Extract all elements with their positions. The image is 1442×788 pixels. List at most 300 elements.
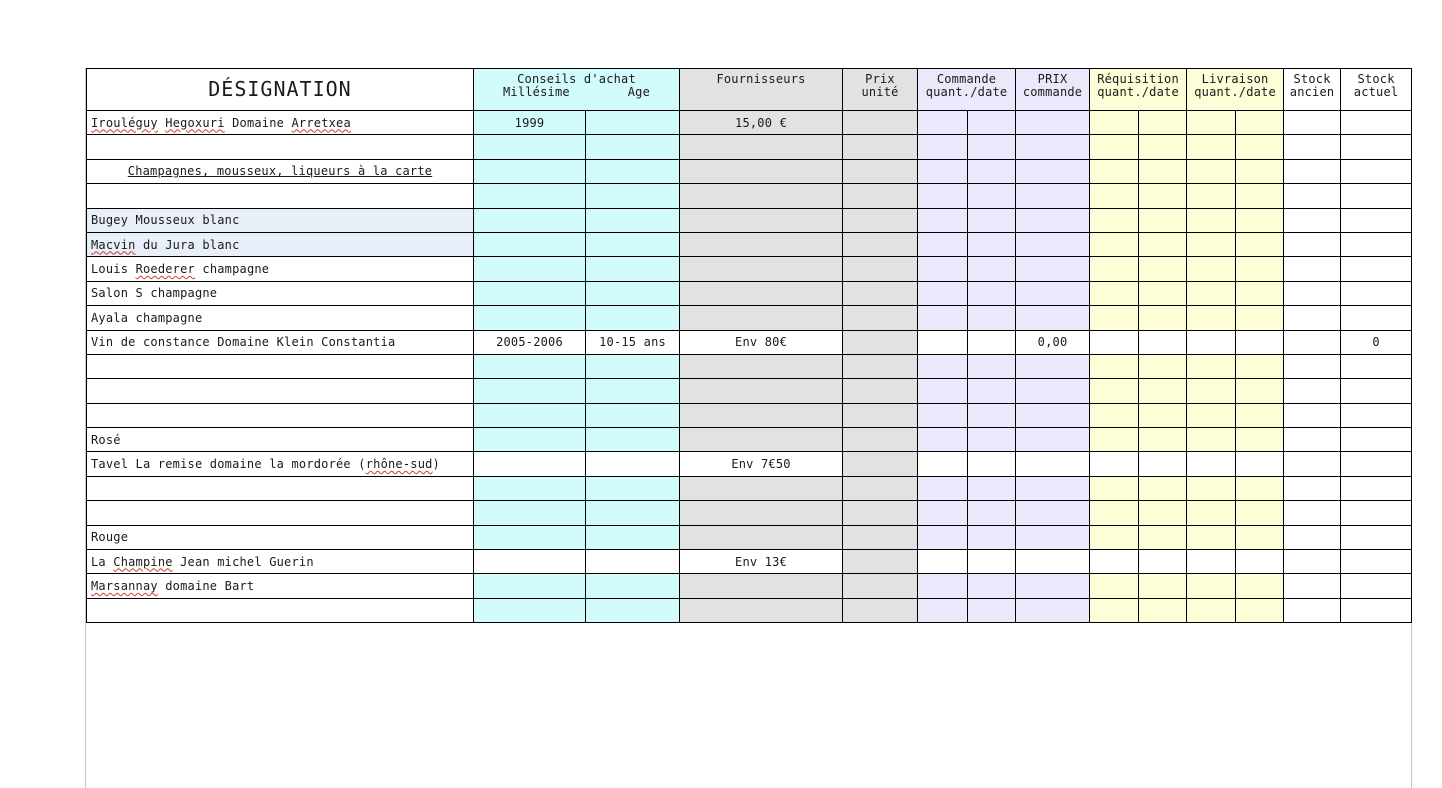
cell-fournisseur[interactable] — [680, 525, 843, 549]
cell-requisition-quant[interactable] — [1090, 428, 1139, 452]
cell-stock-ancien[interactable] — [1284, 501, 1341, 525]
cell-fournisseur[interactable] — [680, 354, 843, 378]
cell-prix-commande[interactable] — [1016, 135, 1090, 159]
cell-fournisseur[interactable] — [680, 257, 843, 281]
cell-prix-unite[interactable] — [843, 257, 918, 281]
cell-designation[interactable] — [87, 550, 474, 574]
cell-requisition-quant[interactable] — [1090, 574, 1139, 598]
cell-fournisseur[interactable] — [680, 428, 843, 452]
designation-text: Jean michel Guerin — [172, 554, 314, 569]
cell-livraison-quant[interactable] — [1187, 111, 1236, 135]
cell-requisition-quant[interactable] — [1090, 598, 1139, 622]
header-commande-line1: Commande — [936, 72, 997, 86]
cell-stock-ancien[interactable] — [1284, 354, 1341, 378]
cell-stock-ancien[interactable] — [1284, 379, 1341, 403]
cell-livraison-quant[interactable] — [1187, 306, 1236, 330]
cell-prix-unite[interactable] — [843, 281, 918, 305]
cell-millesime[interactable] — [474, 476, 586, 500]
cell-stock-ancien[interactable] — [1284, 257, 1341, 281]
cell-age[interactable] — [586, 476, 680, 500]
cell-requisition-quant[interactable] — [1090, 306, 1139, 330]
cell-commande-quant[interactable] — [918, 379, 968, 403]
cell-livraison-quant[interactable] — [1187, 159, 1236, 183]
cell-prix-unite[interactable] — [843, 232, 918, 256]
cell-fournisseur[interactable] — [680, 159, 843, 183]
cell-commande-quant[interactable] — [918, 159, 968, 183]
cell-fournisseur[interactable]: Env 13€ — [680, 550, 843, 574]
cell-livraison-quant[interactable] — [1187, 501, 1236, 525]
cell-requisition-date[interactable] — [1139, 354, 1187, 378]
cell-prix-unite[interactable] — [843, 208, 918, 232]
cell-age[interactable] — [586, 208, 680, 232]
cell-stock-actuel[interactable] — [1341, 111, 1412, 135]
cell-commande-quant[interactable] — [918, 428, 968, 452]
cell-stock-ancien[interactable] — [1284, 525, 1341, 549]
cell-designation[interactable] — [87, 135, 474, 159]
cell-requisition-quant[interactable] — [1090, 184, 1139, 208]
cell-fournisseur[interactable] — [680, 379, 843, 403]
cell-prix-commande[interactable] — [1016, 184, 1090, 208]
cell-livraison-date[interactable] — [1236, 135, 1284, 159]
cell-millesime[interactable] — [474, 574, 586, 598]
cell-prix-unite[interactable] — [843, 428, 918, 452]
cell-age[interactable] — [586, 111, 680, 135]
cell-designation[interactable] — [87, 452, 474, 476]
cell-prix-commande[interactable] — [1016, 306, 1090, 330]
cell-commande-date[interactable] — [968, 403, 1016, 427]
cell-prix-commande[interactable] — [1016, 379, 1090, 403]
header-livraison-line2: quant./date — [1194, 85, 1276, 99]
cell-requisition-date[interactable] — [1139, 111, 1187, 135]
cell-requisition-quant[interactable] — [1090, 476, 1139, 500]
cell-prix-unite[interactable] — [843, 306, 918, 330]
cell-millesime[interactable]: 2005-2006 — [474, 330, 586, 354]
cell-commande-date[interactable] — [968, 354, 1016, 378]
cell-stock-actuel[interactable]: 0 — [1341, 330, 1412, 354]
cell-prix-unite[interactable] — [843, 354, 918, 378]
cell-designation[interactable] — [87, 403, 474, 427]
cell-requisition-date[interactable] — [1139, 306, 1187, 330]
cell-stock-ancien[interactable] — [1284, 330, 1341, 354]
cell-livraison-date[interactable] — [1236, 208, 1284, 232]
cell-livraison-quant[interactable] — [1187, 208, 1236, 232]
cell-livraison-quant[interactable] — [1187, 330, 1236, 354]
cell-livraison-date[interactable] — [1236, 184, 1284, 208]
cell-livraison-date[interactable] — [1236, 428, 1284, 452]
cell-age[interactable] — [586, 379, 680, 403]
cell-fournisseur[interactable] — [680, 184, 843, 208]
cell-millesime[interactable] — [474, 525, 586, 549]
cell-requisition-quant[interactable] — [1090, 501, 1139, 525]
cell-prix-commande[interactable] — [1016, 525, 1090, 549]
cell-prix-unite[interactable] — [843, 159, 918, 183]
cell-prix-unite[interactable] — [843, 379, 918, 403]
cell-designation[interactable] — [87, 379, 474, 403]
cell-designation[interactable] — [87, 476, 474, 500]
cell-commande-quant[interactable] — [918, 452, 968, 476]
cell-age[interactable] — [586, 428, 680, 452]
cell-stock-actuel[interactable] — [1341, 452, 1412, 476]
cell-prix-unite[interactable] — [843, 184, 918, 208]
cell-designation[interactable]: Vin de constance Domaine Klein Constantia — [87, 330, 474, 354]
cell-commande-quant[interactable] — [918, 598, 968, 622]
cell-stock-actuel[interactable] — [1341, 257, 1412, 281]
cell-livraison-quant[interactable] — [1187, 550, 1236, 574]
cell-age[interactable] — [586, 598, 680, 622]
cell-fournisseur[interactable] — [680, 476, 843, 500]
cell-commande-quant[interactable] — [918, 550, 968, 574]
cell-requisition-date[interactable] — [1139, 281, 1187, 305]
cell-commande-quant[interactable] — [918, 525, 968, 549]
cell-stock-actuel[interactable] — [1341, 379, 1412, 403]
cell-millesime[interactable] — [474, 306, 586, 330]
cell-fournisseur[interactable] — [680, 208, 843, 232]
cell-fournisseur[interactable] — [680, 232, 843, 256]
cell-commande-date[interactable] — [968, 330, 1016, 354]
cell-requisition-quant[interactable] — [1090, 330, 1139, 354]
cell-fournisseur[interactable] — [680, 306, 843, 330]
cell-livraison-date[interactable] — [1236, 330, 1284, 354]
cell-millesime[interactable] — [474, 598, 586, 622]
cell-livraison-quant[interactable] — [1187, 476, 1236, 500]
cell-millesime[interactable] — [474, 550, 586, 574]
cell-millesime[interactable] — [474, 281, 586, 305]
cell-age[interactable] — [586, 232, 680, 256]
cell-stock-actuel[interactable] — [1341, 184, 1412, 208]
cell-commande-quant[interactable] — [918, 501, 968, 525]
cell-stock-ancien[interactable] — [1284, 598, 1341, 622]
cell-age[interactable] — [586, 525, 680, 549]
cell-age[interactable] — [586, 281, 680, 305]
cell-stock-ancien[interactable] — [1284, 452, 1341, 476]
cell-livraison-date[interactable] — [1236, 159, 1284, 183]
cell-prix-commande[interactable] — [1016, 550, 1090, 574]
cell-designation[interactable] — [87, 598, 474, 622]
cell-prix-commande[interactable] — [1016, 111, 1090, 135]
cell-requisition-date[interactable] — [1139, 403, 1187, 427]
cell-commande-date[interactable] — [968, 428, 1016, 452]
cell-requisition-date[interactable] — [1139, 452, 1187, 476]
cell-commande-date[interactable] — [968, 232, 1016, 256]
cell-requisition-date[interactable] — [1139, 135, 1187, 159]
cell-stock-actuel[interactable] — [1341, 574, 1412, 598]
cell-age[interactable]: 10-15 ans — [586, 330, 680, 354]
cell-stock-actuel[interactable] — [1341, 354, 1412, 378]
cell-age[interactable] — [586, 550, 680, 574]
cell-millesime[interactable] — [474, 232, 586, 256]
cell-livraison-quant[interactable] — [1187, 525, 1236, 549]
cell-commande-quant[interactable] — [918, 232, 968, 256]
cell-requisition-quant[interactable] — [1090, 403, 1139, 427]
cell-commande-quant[interactable] — [918, 354, 968, 378]
cell-commande-quant[interactable] — [918, 330, 968, 354]
cell-requisition-date[interactable] — [1139, 501, 1187, 525]
cell-livraison-quant[interactable] — [1187, 281, 1236, 305]
cell-prix-unite[interactable] — [843, 330, 918, 354]
cell-requisition-quant[interactable] — [1090, 354, 1139, 378]
cell-fournisseur[interactable]: 15,00 € — [680, 111, 843, 135]
cell-livraison-date[interactable] — [1236, 232, 1284, 256]
cell-age[interactable] — [586, 354, 680, 378]
cell-millesime[interactable] — [474, 257, 586, 281]
cell-commande-date[interactable] — [968, 135, 1016, 159]
cell-stock-actuel[interactable] — [1341, 232, 1412, 256]
cell-commande-date[interactable] — [968, 111, 1016, 135]
cell-prix-commande[interactable] — [1016, 501, 1090, 525]
cell-prix-commande[interactable] — [1016, 232, 1090, 256]
cell-commande-quant[interactable] — [918, 281, 968, 305]
cell-requisition-quant[interactable] — [1090, 135, 1139, 159]
cell-livraison-date[interactable] — [1236, 525, 1284, 549]
cell-fournisseur[interactable] — [680, 281, 843, 305]
cell-prix-unite[interactable] — [843, 452, 918, 476]
cell-commande-quant[interactable] — [918, 257, 968, 281]
cell-millesime[interactable] — [474, 428, 586, 452]
cell-stock-ancien[interactable] — [1284, 281, 1341, 305]
cell-stock-actuel[interactable] — [1341, 428, 1412, 452]
cell-commande-quant[interactable] — [918, 306, 968, 330]
cell-stock-ancien[interactable] — [1284, 574, 1341, 598]
cell-millesime[interactable] — [474, 159, 586, 183]
cell-stock-actuel[interactable] — [1341, 476, 1412, 500]
cell-fournisseur[interactable]: Env 80€ — [680, 330, 843, 354]
cell-commande-quant[interactable] — [918, 184, 968, 208]
cell-stock-ancien[interactable] — [1284, 135, 1341, 159]
cell-requisition-quant[interactable] — [1090, 452, 1139, 476]
designation-text: Champine — [113, 554, 173, 569]
cell-requisition-quant[interactable] — [1090, 208, 1139, 232]
cell-livraison-date[interactable] — [1236, 501, 1284, 525]
cell-stock-ancien[interactable] — [1284, 111, 1341, 135]
cell-designation[interactable] — [87, 257, 474, 281]
cell-livraison-date[interactable] — [1236, 550, 1284, 574]
cell-stock-actuel[interactable] — [1341, 403, 1412, 427]
cell-prix-commande[interactable] — [1016, 403, 1090, 427]
cell-prix-unite[interactable] — [843, 550, 918, 574]
cell-commande-date[interactable] — [968, 281, 1016, 305]
cell-livraison-date[interactable] — [1236, 111, 1284, 135]
cell-age[interactable] — [586, 403, 680, 427]
cell-fournisseur[interactable] — [680, 501, 843, 525]
cell-age[interactable] — [586, 184, 680, 208]
cell-livraison-quant[interactable] — [1187, 232, 1236, 256]
cell-designation[interactable] — [87, 574, 474, 598]
cell-requisition-date[interactable] — [1139, 379, 1187, 403]
cell-stock-ancien[interactable] — [1284, 184, 1341, 208]
cell-requisition-date[interactable] — [1139, 184, 1187, 208]
cell-stock-ancien[interactable] — [1284, 550, 1341, 574]
cell-commande-date[interactable] — [968, 550, 1016, 574]
cell-commande-quant[interactable] — [918, 403, 968, 427]
cell-commande-date[interactable] — [968, 306, 1016, 330]
cell-livraison-quant[interactable] — [1187, 598, 1236, 622]
cell-fournisseur[interactable]: Env 7€50 — [680, 452, 843, 476]
cell-millesime[interactable] — [474, 403, 586, 427]
cell-prix-commande[interactable] — [1016, 354, 1090, 378]
cell-stock-actuel[interactable] — [1341, 281, 1412, 305]
cell-livraison-quant[interactable] — [1187, 403, 1236, 427]
cell-prix-unite[interactable] — [843, 135, 918, 159]
cell-millesime[interactable] — [474, 354, 586, 378]
cell-prix-unite[interactable] — [843, 501, 918, 525]
cell-commande-date[interactable] — [968, 257, 1016, 281]
cell-requisition-date[interactable] — [1139, 550, 1187, 574]
cell-prix-commande[interactable]: 0,00 — [1016, 330, 1090, 354]
cell-commande-date[interactable] — [968, 184, 1016, 208]
cell-prix-commande[interactable] — [1016, 574, 1090, 598]
cell-stock-actuel[interactable] — [1341, 306, 1412, 330]
cell-stock-ancien[interactable] — [1284, 476, 1341, 500]
cell-stock-ancien[interactable] — [1284, 232, 1341, 256]
cell-age[interactable] — [586, 257, 680, 281]
cell-livraison-date[interactable] — [1236, 598, 1284, 622]
cell-livraison-date[interactable] — [1236, 574, 1284, 598]
cell-stock-actuel[interactable] — [1341, 598, 1412, 622]
cell-stock-actuel[interactable] — [1341, 501, 1412, 525]
cell-livraison-quant[interactable] — [1187, 354, 1236, 378]
cell-prix-unite[interactable] — [843, 598, 918, 622]
cell-commande-date[interactable] — [968, 525, 1016, 549]
cell-commande-date[interactable] — [968, 476, 1016, 500]
cell-livraison-date[interactable] — [1236, 257, 1284, 281]
cell-stock-actuel[interactable] — [1341, 159, 1412, 183]
cell-stock-ancien[interactable] — [1284, 208, 1341, 232]
cell-millesime[interactable] — [474, 379, 586, 403]
cell-commande-quant[interactable] — [918, 476, 968, 500]
cell-stock-ancien[interactable] — [1284, 159, 1341, 183]
cell-requisition-quant[interactable] — [1090, 159, 1139, 183]
cell-millesime[interactable] — [474, 452, 586, 476]
cell-commande-date[interactable] — [968, 208, 1016, 232]
cell-fournisseur[interactable] — [680, 598, 843, 622]
cell-livraison-quant[interactable] — [1187, 452, 1236, 476]
cell-requisition-date[interactable] — [1139, 525, 1187, 549]
cell-designation[interactable]: Bugey Mousseux blanc — [87, 208, 474, 232]
cell-millesime[interactable] — [474, 184, 586, 208]
header-commande-line2: quant./date — [925, 85, 1008, 99]
cell-commande-quant[interactable] — [918, 208, 968, 232]
cell-commande-quant[interactable] — [918, 574, 968, 598]
cell-requisition-date[interactable] — [1139, 428, 1187, 452]
cell-prix-commande[interactable] — [1016, 452, 1090, 476]
cell-prix-commande[interactable] — [1016, 257, 1090, 281]
cell-requisition-quant[interactable] — [1090, 232, 1139, 256]
cell-livraison-date[interactable] — [1236, 476, 1284, 500]
cell-designation[interactable]: Rouge — [87, 525, 474, 549]
cell-requisition-quant[interactable] — [1090, 550, 1139, 574]
cell-stock-actuel[interactable] — [1341, 208, 1412, 232]
cell-designation[interactable]: Champagnes, mousseux, liqueurs à la carte — [87, 159, 474, 183]
cell-designation[interactable] — [87, 184, 474, 208]
cell-stock-ancien[interactable] — [1284, 428, 1341, 452]
cell-stock-actuel[interactable] — [1341, 135, 1412, 159]
cell-requisition-date[interactable] — [1139, 232, 1187, 256]
cell-commande-date[interactable] — [968, 501, 1016, 525]
cell-requisition-date[interactable] — [1139, 598, 1187, 622]
cell-requisition-quant[interactable] — [1090, 525, 1139, 549]
cell-requisition-date[interactable] — [1139, 159, 1187, 183]
cell-commande-date[interactable] — [968, 379, 1016, 403]
cell-commande-date[interactable] — [968, 598, 1016, 622]
cell-prix-commande[interactable] — [1016, 159, 1090, 183]
cell-requisition-date[interactable] — [1139, 330, 1187, 354]
cell-age[interactable] — [586, 159, 680, 183]
cell-requisition-date[interactable] — [1139, 208, 1187, 232]
cell-commande-date[interactable] — [968, 452, 1016, 476]
cell-stock-actuel[interactable] — [1341, 550, 1412, 574]
cell-livraison-date[interactable] — [1236, 452, 1284, 476]
cell-age[interactable] — [586, 306, 680, 330]
cell-commande-quant[interactable] — [918, 111, 968, 135]
cell-designation[interactable] — [87, 232, 474, 256]
cell-requisition-quant[interactable] — [1090, 111, 1139, 135]
cell-requisition-date[interactable] — [1139, 574, 1187, 598]
cell-livraison-quant[interactable] — [1187, 257, 1236, 281]
cell-livraison-date[interactable] — [1236, 354, 1284, 378]
cell-prix-unite[interactable] — [843, 525, 918, 549]
cell-age[interactable] — [586, 452, 680, 476]
cell-livraison-quant[interactable] — [1187, 184, 1236, 208]
cell-livraison-quant[interactable] — [1187, 574, 1236, 598]
cell-millesime[interactable]: 1999 — [474, 111, 586, 135]
cell-stock-actuel[interactable] — [1341, 525, 1412, 549]
cell-fournisseur[interactable] — [680, 135, 843, 159]
cell-millesime[interactable] — [474, 208, 586, 232]
cell-livraison-date[interactable] — [1236, 306, 1284, 330]
cell-livraison-quant[interactable] — [1187, 428, 1236, 452]
cell-millesime[interactable] — [474, 135, 586, 159]
cell-fournisseur[interactable] — [680, 574, 843, 598]
table-row — [87, 525, 1412, 549]
cell-designation[interactable]: Salon S champagne — [87, 281, 474, 305]
cell-requisition-date[interactable] — [1139, 476, 1187, 500]
cell-commande-quant[interactable] — [918, 135, 968, 159]
cell-livraison-date[interactable] — [1236, 403, 1284, 427]
cell-requisition-date[interactable] — [1139, 257, 1187, 281]
cell-prix-commande[interactable] — [1016, 428, 1090, 452]
cell-age[interactable] — [586, 501, 680, 525]
cell-millesime[interactable] — [474, 501, 586, 525]
cell-prix-commande[interactable] — [1016, 281, 1090, 305]
cell-designation[interactable]: Ayala champagne — [87, 306, 474, 330]
cell-prix-unite[interactable] — [843, 111, 918, 135]
cell-age[interactable] — [586, 574, 680, 598]
cell-designation[interactable] — [87, 111, 474, 135]
cell-stock-ancien[interactable] — [1284, 403, 1341, 427]
cell-livraison-date[interactable] — [1236, 281, 1284, 305]
cell-livraison-quant[interactable] — [1187, 135, 1236, 159]
cell-age[interactable] — [586, 135, 680, 159]
cell-designation[interactable] — [87, 501, 474, 525]
cell-prix-unite[interactable] — [843, 476, 918, 500]
cell-prix-commande[interactable] — [1016, 476, 1090, 500]
cell-prix-commande[interactable] — [1016, 598, 1090, 622]
cell-livraison-date[interactable] — [1236, 379, 1284, 403]
cell-designation[interactable] — [87, 354, 474, 378]
cell-stock-ancien[interactable] — [1284, 306, 1341, 330]
cell-livraison-quant[interactable] — [1187, 379, 1236, 403]
cell-fournisseur[interactable] — [680, 403, 843, 427]
cell-requisition-quant[interactable] — [1090, 379, 1139, 403]
cell-commande-date[interactable] — [968, 159, 1016, 183]
cell-designation[interactable]: Rosé — [87, 428, 474, 452]
cell-requisition-quant[interactable] — [1090, 281, 1139, 305]
cell-commande-date[interactable] — [968, 574, 1016, 598]
cell-prix-unite[interactable] — [843, 403, 918, 427]
cell-prix-unite[interactable] — [843, 574, 918, 598]
cell-prix-commande[interactable] — [1016, 208, 1090, 232]
cell-requisition-quant[interactable] — [1090, 257, 1139, 281]
